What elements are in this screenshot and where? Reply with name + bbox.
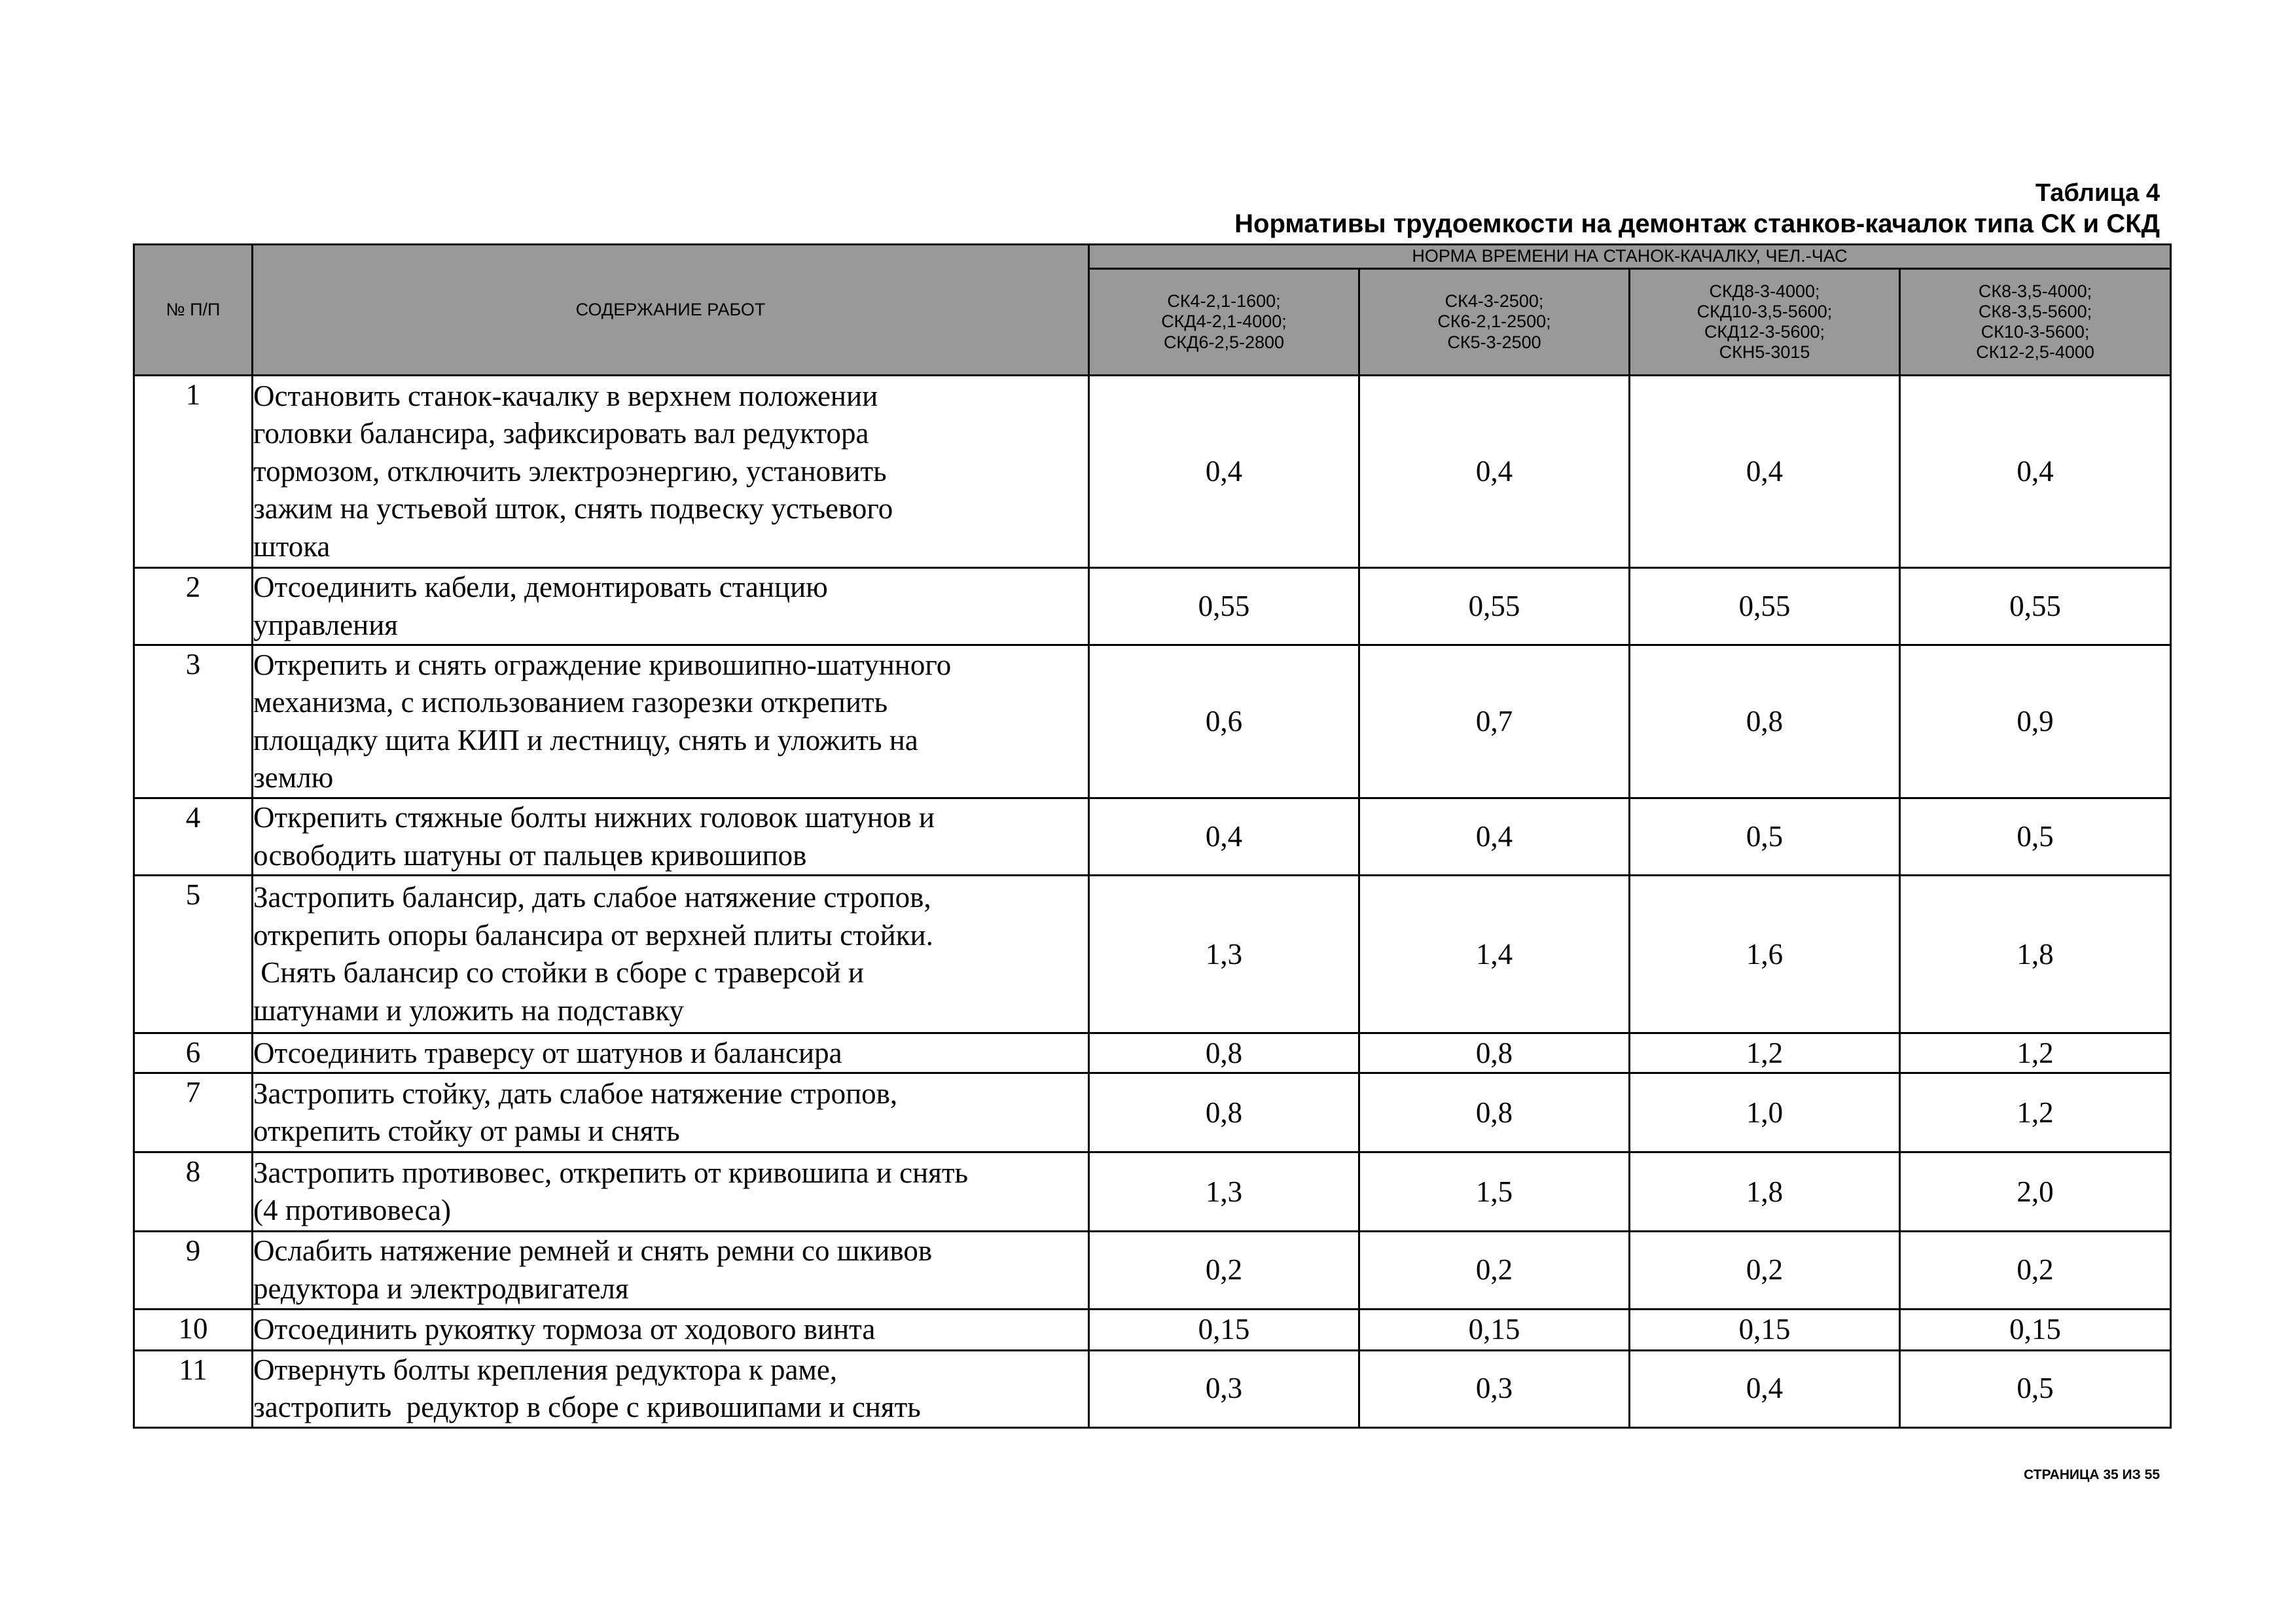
row-value: 1,8 [1630, 1152, 1900, 1232]
row-number: 5 [134, 876, 253, 1033]
row-value: 0,4 [1359, 376, 1630, 568]
row-description: Отсоединить рукоятку тормоза от ходового винта [253, 1309, 1089, 1350]
row-value: 0,4 [1359, 798, 1630, 876]
table-row [134, 1309, 2171, 1350]
row-description: Открепить стяжные болты нижних головок шатунов и освободить шатуны от пальцев кривошипов [253, 798, 1089, 876]
row-value: 0,4 [1900, 376, 2171, 568]
row-value: 0,3 [1359, 1350, 1630, 1427]
row-value: 0,4 [1630, 376, 1900, 568]
row-number: 9 [134, 1232, 253, 1309]
row-number: 11 [134, 1350, 253, 1427]
row-value: 0,2 [1630, 1232, 1900, 1309]
row-number: 4 [134, 798, 253, 876]
row-description: Открепить и снять ограждение кривошипно-шатунного механизма, с использованием газорезки открепить площадку щита КИП и лестницу, снять и уложить на землю [253, 645, 1089, 798]
table-row [134, 876, 2171, 1033]
row-value: 0,4 [1089, 376, 1359, 568]
row-value: 0,55 [1359, 568, 1630, 645]
header-norm-group: НОРМА ВРЕМЕНИ НА СТАНОК-КАЧАЛКУ, ЧЕЛ.-ЧАС [1089, 245, 2171, 269]
row-description: Отвернуть болты крепления редуктора к раме, застропить редуктор в сборе с кривошипами и снять [253, 1350, 1089, 1427]
row-description: Застропить противовес, открепить от кривошипа и снять (4 противовеса) [253, 1152, 1089, 1232]
row-value: 1,4 [1359, 876, 1630, 1033]
row-number: 6 [134, 1033, 253, 1073]
row-value: 0,8 [1359, 1033, 1630, 1073]
header-column-3: СКД8-3-4000; СКД10-3,5-5600; СКД12-3-5600; СКН5-3015 [1630, 269, 1900, 376]
row-value: 0,5 [1630, 798, 1900, 876]
row-value: 0,15 [1900, 1309, 2171, 1350]
row-value: 0,8 [1359, 1073, 1630, 1152]
table-row [134, 1033, 2171, 1073]
row-value: 0,15 [1359, 1309, 1630, 1350]
row-number: 1 [134, 376, 253, 568]
row-value: 0,8 [1089, 1073, 1359, 1152]
row-value: 0,5 [1900, 1350, 2171, 1427]
row-value: 1,3 [1089, 876, 1359, 1033]
row-description: Застропить балансир, дать слабое натяжение стропов, открепить опоры балансира от верхней плиты стойки. Снять балансир со стойки в сборе с траверсой и шатунами и уложить на подставку [253, 876, 1089, 1033]
row-value: 1,5 [1359, 1152, 1630, 1232]
header-column-4: СК8-3,5-4000; СК8-3,5-5600; СК10-3-5600; СК12-2,5-4000 [1900, 269, 2171, 376]
row-value: 0,55 [1630, 568, 1900, 645]
table-label: Таблица 4 [2035, 179, 2160, 207]
row-value: 0,6 [1089, 645, 1359, 798]
row-value: 0,5 [1900, 798, 2171, 876]
row-value: 0,4 [1630, 1350, 1900, 1427]
table-row [134, 1350, 2171, 1427]
row-description: Ослабить натяжение ремней и снять ремни со шкивов редуктора и электродвигателя [253, 1232, 1089, 1309]
row-value: 1,0 [1630, 1073, 1900, 1152]
row-number: 10 [134, 1309, 253, 1350]
table-row [134, 1152, 2171, 1232]
header-num: № П/П [134, 245, 253, 376]
header-column-2: СК4-3-2500; СК6-2,1-2500; СК5-3-2500 [1359, 269, 1630, 376]
row-number: 3 [134, 645, 253, 798]
row-value: 0,15 [1630, 1309, 1900, 1350]
table-row [134, 568, 2171, 645]
header-content: СОДЕРЖАНИЕ РАБОТ [253, 245, 1089, 376]
row-value: 1,2 [1630, 1033, 1900, 1073]
row-value: 1,6 [1630, 876, 1900, 1033]
norms-table [133, 243, 2172, 1429]
row-description: Отсоединить траверсу от шатунов и балансира [253, 1033, 1089, 1073]
row-value: 2,0 [1900, 1152, 2171, 1232]
row-value: 0,8 [1630, 645, 1900, 798]
row-description: Застропить стойку, дать слабое натяжение стропов, открепить стойку от рамы и снять [253, 1073, 1089, 1152]
row-value: 0,9 [1900, 645, 2171, 798]
row-number: 7 [134, 1073, 253, 1152]
row-value: 1,2 [1900, 1033, 2171, 1073]
table-row [134, 1232, 2171, 1309]
row-value: 1,2 [1900, 1073, 2171, 1152]
row-description: Отсоединить кабели, демонтировать станцию управления [253, 568, 1089, 645]
row-value: 0,2 [1900, 1232, 2171, 1309]
row-value: 0,15 [1089, 1309, 1359, 1350]
table-row [134, 376, 2171, 568]
table-row [134, 1073, 2171, 1152]
row-value: 0,7 [1359, 645, 1630, 798]
row-value: 0,55 [1089, 568, 1359, 645]
header-column-1: СК4-2,1-1600; СКД4-2,1-4000; СКД6-2,5-2800 [1089, 269, 1359, 376]
row-description: Остановить станок-качалку в верхнем положении головки балансира, зафиксировать вал редуктора тормозом, отключить электроэнергию, установить зажим на устьевой шток, снять подвеску устьевого штока [253, 376, 1089, 568]
row-value: 0,2 [1359, 1232, 1630, 1309]
table-title: Нормативы трудоемкости на демонтаж станков-качалок типа СК и СКД [1234, 209, 2160, 238]
row-value: 0,55 [1900, 568, 2171, 645]
row-number: 2 [134, 568, 253, 645]
page-number: СТРАНИЦА 35 ИЗ 55 [2023, 1467, 2160, 1482]
row-number: 8 [134, 1152, 253, 1232]
table-row [134, 645, 2171, 798]
row-value: 0,4 [1089, 798, 1359, 876]
row-value: 0,2 [1089, 1232, 1359, 1309]
table-row [134, 798, 2171, 876]
row-value: 0,3 [1089, 1350, 1359, 1427]
row-value: 0,8 [1089, 1033, 1359, 1073]
row-value: 1,8 [1900, 876, 2171, 1033]
row-value: 1,3 [1089, 1152, 1359, 1232]
